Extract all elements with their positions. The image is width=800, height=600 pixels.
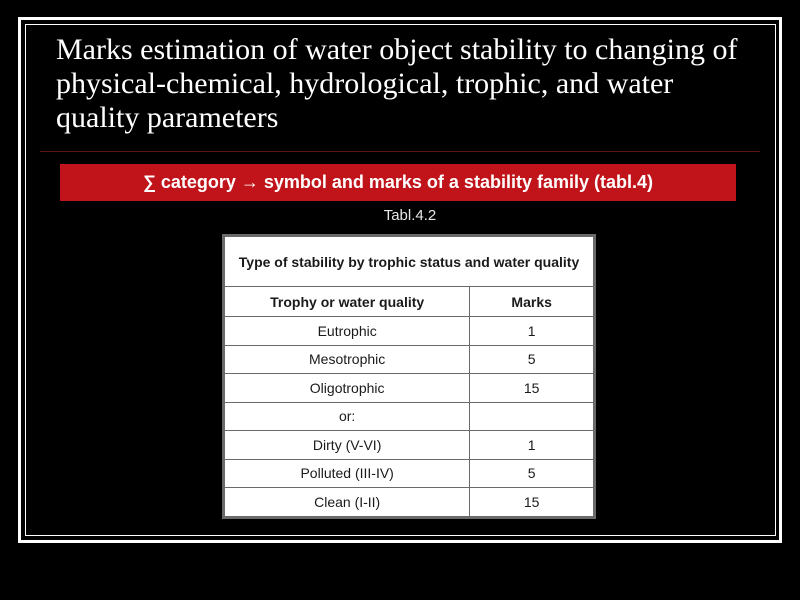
row-marks: 15	[470, 488, 594, 517]
row-label: Eutrophic	[225, 317, 470, 346]
table-group-header: Type of stability by trophic status and water quality	[225, 237, 594, 287]
row-label: Clean (I-II)	[225, 488, 470, 517]
table-row	[225, 488, 594, 517]
table-group-header-row	[225, 237, 594, 287]
table-row	[225, 459, 594, 488]
table-column-header-row	[225, 287, 594, 317]
row-marks: 1	[470, 317, 594, 346]
row-label: Mesotrophic	[225, 345, 470, 374]
row-marks: 1	[470, 431, 594, 460]
stability-table-grid	[224, 236, 594, 517]
row-marks: 15	[470, 374, 594, 403]
table-row	[225, 317, 594, 346]
column-header-marks: Marks	[470, 287, 594, 317]
row-label: Polluted (III-IV)	[225, 459, 470, 488]
table-row	[225, 402, 594, 431]
slide-title: Marks estimation of water object stability to changing of physical-chemical, hydrological, trophic, and water quality parameters	[56, 33, 738, 134]
row-marks	[470, 402, 594, 431]
table-caption: Tabl.4.2	[383, 207, 437, 224]
table-row	[225, 345, 594, 374]
row-label: or:	[225, 402, 470, 431]
title-divider	[40, 151, 760, 152]
stability-table	[222, 234, 596, 519]
category-banner: ∑ category → symbol and marks of a stability family (tabl.4)	[60, 164, 736, 201]
row-label: Oligotrophic	[225, 374, 470, 403]
table-row	[225, 374, 594, 403]
row-label: Dirty (V-VI)	[225, 431, 470, 460]
row-marks: 5	[470, 345, 594, 374]
column-header-quality: Trophy or water quality	[225, 287, 470, 317]
table-row	[225, 431, 594, 460]
row-marks: 5	[470, 459, 594, 488]
